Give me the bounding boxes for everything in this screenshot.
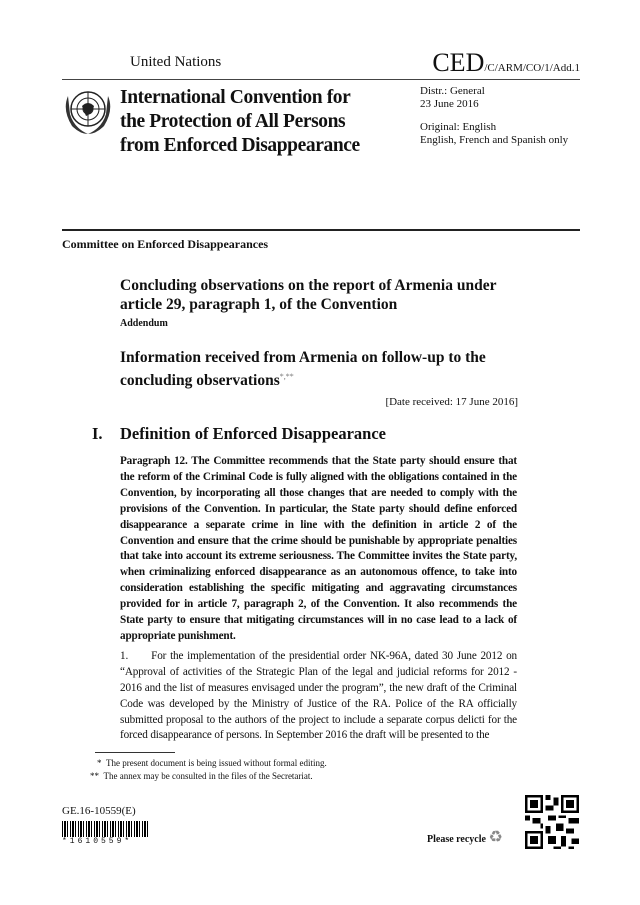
document-title: Concluding observations on the report of Armenia under article 29, paragraph 1, of the Convention [120,277,497,313]
barcode-icon [62,821,150,837]
paragraph-1: 1. For the implementation of the presidential order NK-96A, dated 30 June 2012 on “Approval of activities of the Strategic Plan of the legal and judicial reforms for 2012 - 2016 and the list of measures envisaged under the program”, the new draft of the Criminal Code was developed by the Ministry of Justice of the RA. Police of the RA officially submitted proposal to the authors of the project to include a separate corpus delicti for the forced disappearance of persons. In September 2016 the draft will be presented to the [120,649,517,742]
recycle-icon: ♻ [488,829,503,847]
organization-name: United Nations [130,54,222,70]
symbol-main: CED [432,48,485,77]
qr-code-icon [525,795,579,849]
footnote-1: * The present document is being issued without formal editing. [97,758,327,769]
section-title: Definition of Enforced Disappearance [120,424,386,443]
recycle-label [427,827,503,847]
document-symbol [432,48,580,78]
convention-title [120,86,412,158]
document-subtitle [120,348,540,390]
distribution-info [420,85,568,147]
distr-date: 23 June 2016 [420,98,479,110]
barcode-text: *1610559* [62,837,133,847]
symbol-rest: /C/ARM/CO/1/Add.1 [484,62,580,74]
title-line: the Protection of All Persons [120,111,346,132]
date-received: [Date received: 17 June 2016] [385,396,518,408]
header-rule [62,79,580,80]
paragraph-12: Paragraph 12. The Committee recommends that the State party should ensure that the reform of the Criminal Code is fully aligned with the obligations contained in the Convention, by incorporating all those changes that are needed to comply with the provisions of the Convention. In particular, the State party should define enforced disappearance a separate crime in line with the definition in article 2 of the Convention and ensure that the crime should be punishable by appropriate penalties that take into account its extreme seriousness. The Committee invites the State party, when criminalizing enforced disappearance as an autonomous offence, to take into consideration establishing the specific mitigating and aggravating circumstances provided for in article 7, paragraph 2, of the Convention. It also recommends the State party to ensure that mitigating circumstances will in no case lead to a lack of appropriate punishment. [120,455,517,642]
section-number: I. [92,424,103,443]
footnote-marks: *,** [279,372,294,381]
section-rule [62,229,580,231]
footnote-rule [95,752,175,753]
title-line: International Convention for [120,87,351,108]
distr-label: Distr.: General [420,85,485,97]
original-language: Original: English [420,121,497,133]
recycle-text: Please recycle [427,834,486,846]
subtitle-text: Information received from Armenia on follow-up to the concluding observations [120,349,486,390]
job-number: GE.16-10559(E) [62,805,136,818]
title-line: from Enforced Disappearance [120,135,360,156]
committee-name: Committee on Enforced Disappearances [62,237,269,251]
languages: English, French and Spanish only [420,134,569,146]
addendum-label: Addendum [120,318,168,329]
body-flow [62,424,580,855]
section-heading [62,424,580,448]
footnote-2: ** The annex may be consulted in the files of the Secretariat. [90,771,313,782]
un-emblem-icon [62,84,114,136]
page-footer [62,805,580,855]
